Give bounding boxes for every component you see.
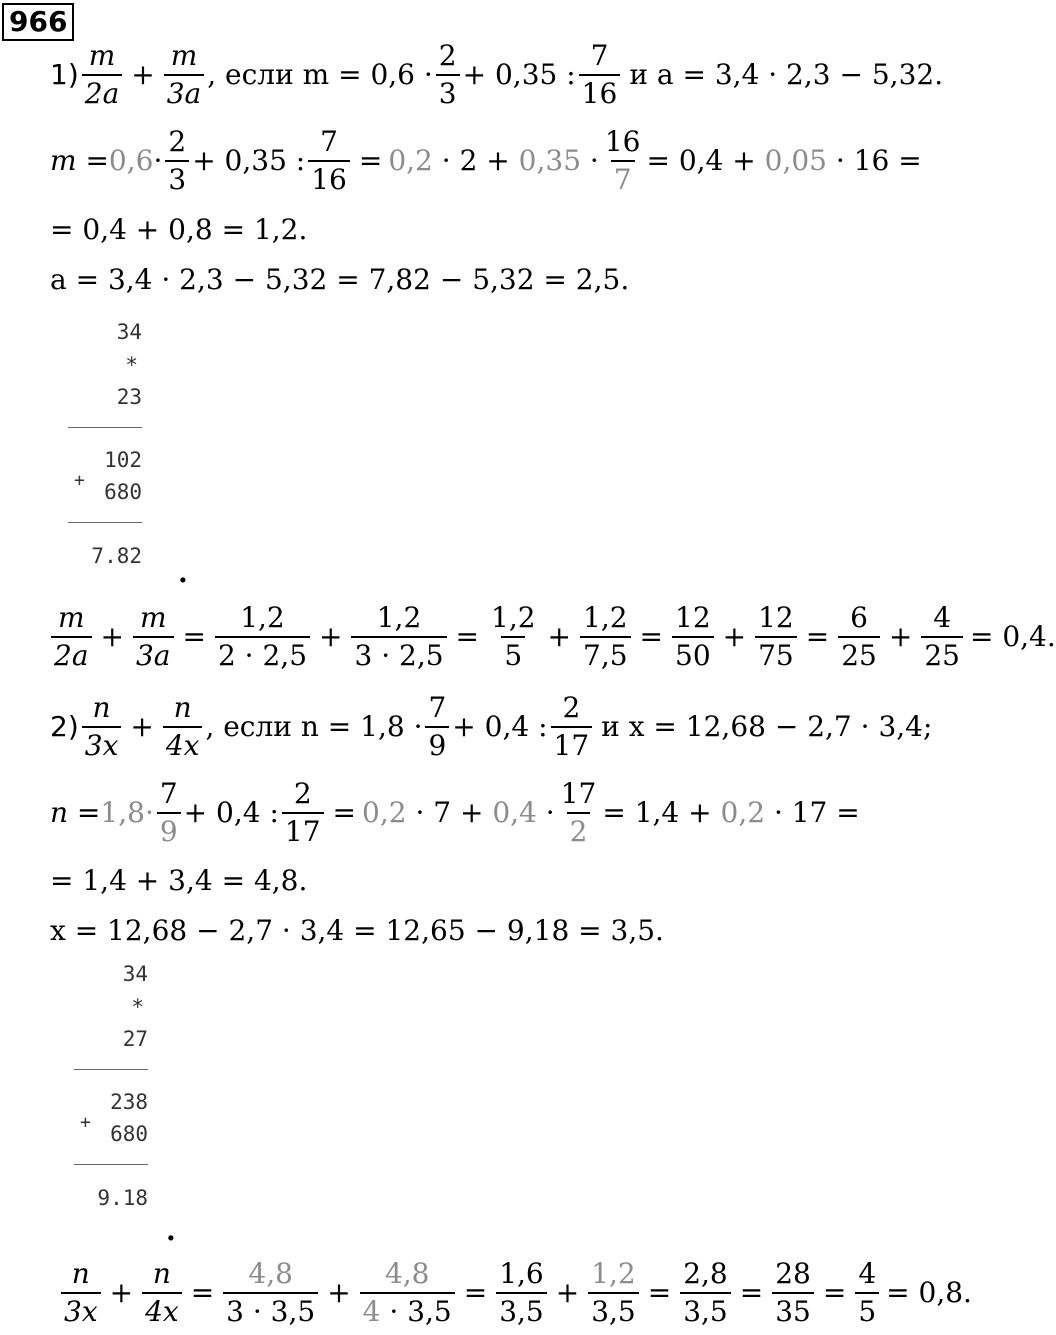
fraction: $\frac{7}{16}$ — [579, 42, 621, 108]
fraction: $\frac{2}{17}$ — [551, 694, 593, 760]
condition-text: и a = 3,4 · 2,3 − 5,32. — [629, 58, 944, 91]
fraction: $\frac{2}{3}$ — [165, 128, 189, 194]
fraction: $\frac{7}{9}$ — [157, 780, 181, 846]
problem-number: 966 — [2, 3, 74, 41]
fraction: $\frac{2}{17}$ — [282, 780, 324, 846]
fraction: $\frac{7}{9}$ — [425, 694, 449, 760]
n-calculation-line1: n = 1,8 · $\frac{7}{9}$ + 0,4 : $\frac{2}{17}$ = 0,2 · 7 + 0,4 · $\frac{17}{2}$ = 1,4 + 0,2 · 17 = — [50, 777, 860, 848]
m-calculation-line2: = 0,4 + 0,8 = 1,2. — [50, 213, 308, 246]
period: . — [166, 1214, 176, 1247]
period: . — [178, 556, 188, 589]
fraction: $\frac{16}{7}$ — [604, 125, 641, 196]
m-calculation-line1: m = 0,6 · $\frac{2}{3}$ + 0,35 : $\frac{7}{16}$ = 0,2 · 2 + 0,35 · $\frac{16}{7}$ = 0,4 + 0,05 · 16 = — [50, 125, 922, 196]
part1-task: 1) $\frac{m}{2a}$ + $\frac{m}{3a}$ , если m = 0,6 · $\frac{2}{3}$ + 0,35 : $\frac{7}{16}$ и a = 3,4 · 2,3 − 5,32. — [50, 39, 944, 110]
fraction: $\frac{7}{16}$ — [308, 128, 350, 194]
a-calculation-line: a = 3,4 · 2,3 − 5,32 = 7,82 − 5,32 = 2,5. — [50, 263, 630, 296]
column-multiplication: 34 * 23 102 + 680 7.82 — [68, 320, 142, 572]
fraction: $\frac{m}{2a}$ — [82, 42, 123, 108]
fraction: $\frac{17}{2}$ — [560, 777, 597, 848]
column-multiplication: 34 * 27 238 + 680 9.18 — [74, 962, 148, 1214]
part2-task: 2) $\frac{n}{3x}$ + $\frac{n}{4x}$ , если n = 1,8 · $\frac{7}{9}$ + 0,4 : $\frac{2}{17}$ и x = 12,68 − 2,7 · 3,4; — [50, 691, 933, 762]
n-calculation-line2: = 1,4 + 3,4 = 4,8. — [50, 864, 308, 897]
part1-label: 1) — [50, 58, 79, 91]
fraction: $\frac{m}{3a}$ — [164, 42, 205, 108]
condition-text: , если m = 0,6 · — [207, 58, 433, 91]
fraction: $\frac{n}{3x}$ — [82, 694, 122, 760]
part1-result-line: $\frac{m}{2a}$ + $\frac{m}{3a}$ = $\frac{1,2}{2 \cdot 2,5}$ + $\frac{1,2}{3 \cdot 2,5}$ = $\frac{1,2}{5}$ + $\frac{1,2}{7,5}$ = $\frac{12}{50}$ + $\frac{12}{75}$ = $\frac{6}{25}$ + $\frac{4}{25}$ = 0,4. — [48, 604, 1056, 670]
fraction: $\frac{2}{3}$ — [436, 42, 460, 108]
fraction: $\frac{n}{4x}$ — [163, 694, 203, 760]
condition-text: + 0,35 : — [462, 58, 576, 91]
x-calculation-line: x = 12,68 − 2,7 · 3,4 = 12,65 − 9,18 = 3,5. — [50, 914, 664, 947]
part2-label: 2) — [50, 710, 79, 743]
part2-result-line: $\frac{n}{3x}$ + $\frac{n}{4x}$ = $\frac{4,8}{3 \cdot 3,5}$ + $\frac{4,8}{4 \cdot 3,5}$ = $\frac{1,6}{3,5}$ + $\frac{1,2}{3,5}$ = $\frac{2,8}{3,5}$ = $\frac{28}{35}$ = $\frac{4}{5}$ = 0,8. — [58, 1260, 972, 1326]
